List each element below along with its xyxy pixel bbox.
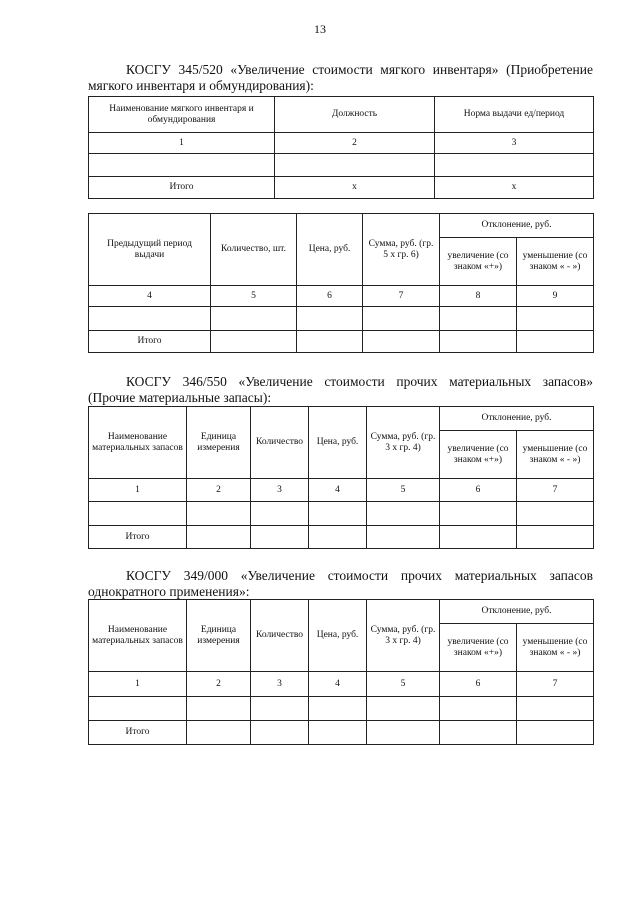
deviation-decrease-header: уменьшение (со знаком « - ») — [517, 238, 594, 286]
column-number: 1 — [89, 479, 187, 502]
deviation-increase-header: увеличение (со знаком «+») — [440, 238, 517, 286]
deviation-header: Отклонение, руб. — [440, 214, 594, 238]
empty-cell — [440, 697, 517, 721]
material-stocks-table — [88, 406, 594, 549]
header-cell: Количество, шт. — [211, 214, 297, 286]
empty-cell — [440, 331, 517, 353]
header-cell: Сумма, руб. (гр. 5 х гр. 6) — [363, 214, 440, 286]
header-cell: Цена, руб. — [309, 600, 367, 672]
empty-cell — [309, 721, 367, 745]
single-use-stocks-table — [88, 599, 594, 745]
empty-cell — [251, 526, 309, 549]
section-1-heading: КОСГУ 345/520 «Увеличение стоимости мягкого инвентаря» (Приобретение мягкого инвентаря и обмундирования): — [88, 62, 593, 93]
header-cell: Единица измерения — [187, 600, 251, 672]
empty-cell — [440, 526, 517, 549]
empty-cell — [275, 154, 435, 177]
empty-cell — [517, 307, 594, 331]
empty-cell — [309, 502, 367, 526]
header-cell: Наименование материальных запасов — [89, 600, 187, 672]
column-number: 1 — [89, 133, 275, 154]
header-cell: Предыдущий период выдачи — [89, 214, 211, 286]
empty-cell — [367, 697, 440, 721]
empty-cell — [309, 697, 367, 721]
deviation-decrease-header: уменьшение (со знаком « - ») — [517, 431, 594, 479]
section-3-heading: КОСГУ 349/000 «Увеличение стоимости прочих материальных запасов однократного применения»: — [88, 568, 593, 599]
empty-cell — [367, 502, 440, 526]
column-number: 4 — [89, 286, 211, 307]
empty-cell — [251, 697, 309, 721]
header-cell: Сумма, руб. (гр. 3 х гр. 4) — [367, 600, 440, 672]
column-number: 6 — [440, 479, 517, 502]
empty-cell — [440, 502, 517, 526]
column-number: 9 — [517, 286, 594, 307]
column-number: 5 — [211, 286, 297, 307]
column-number: 3 — [251, 672, 309, 697]
page-number: 13 — [314, 22, 326, 36]
header-cell: Единица измерения — [187, 407, 251, 479]
soft-inventory-table — [88, 96, 594, 199]
section-2-heading: КОСГУ 346/550 «Увеличение стоимости прочих материальных запасов» (Прочие материальные запасы): — [88, 374, 593, 405]
empty-cell — [211, 331, 297, 353]
column-number: 2 — [187, 479, 251, 502]
header-cell: Наименование материальных запасов — [89, 407, 187, 479]
empty-cell — [187, 502, 251, 526]
column-number: 5 — [367, 479, 440, 502]
empty-cell — [517, 697, 594, 721]
empty-cell — [309, 526, 367, 549]
deviation-header: Отклонение, руб. — [440, 407, 594, 431]
column-number: 1 — [89, 672, 187, 697]
empty-cell — [435, 154, 594, 177]
header-cell: Наименование мягкого инвентаря и обмундирования — [89, 97, 275, 133]
deviation-decrease-header: уменьшение (со знаком « - ») — [517, 624, 594, 672]
column-number: 8 — [440, 286, 517, 307]
deviation-increase-header: увеличение (со знаком «+») — [440, 431, 517, 479]
column-number: 2 — [187, 672, 251, 697]
total-cell: x — [275, 177, 435, 199]
empty-cell — [211, 307, 297, 331]
empty-cell — [440, 721, 517, 745]
header-cell: Норма выдачи ед/период — [435, 97, 594, 133]
column-number: 5 — [367, 672, 440, 697]
deviation-increase-header: увеличение (со знаком «+») — [440, 624, 517, 672]
empty-cell — [187, 721, 251, 745]
empty-cell — [363, 331, 440, 353]
empty-cell — [187, 697, 251, 721]
total-label: Итого — [89, 721, 187, 745]
empty-cell — [363, 307, 440, 331]
header-cell: Цена, руб. — [309, 407, 367, 479]
empty-cell — [89, 697, 187, 721]
header-cell: Цена, руб. — [297, 214, 363, 286]
column-number: 7 — [363, 286, 440, 307]
header-cell: Количество — [251, 600, 309, 672]
column-number: 3 — [435, 133, 594, 154]
empty-cell — [517, 502, 594, 526]
column-number: 4 — [309, 479, 367, 502]
column-number: 7 — [517, 479, 594, 502]
empty-cell — [187, 526, 251, 549]
empty-cell — [251, 502, 309, 526]
empty-cell — [89, 154, 275, 177]
empty-cell — [367, 526, 440, 549]
total-label: Итого — [89, 331, 211, 353]
deviation-header: Отклонение, руб. — [440, 600, 594, 624]
column-number: 7 — [517, 672, 594, 697]
column-number: 6 — [297, 286, 363, 307]
empty-cell — [367, 721, 440, 745]
empty-cell — [89, 502, 187, 526]
column-number: 4 — [309, 672, 367, 697]
empty-cell — [251, 721, 309, 745]
column-number: 3 — [251, 479, 309, 502]
empty-cell — [517, 331, 594, 353]
column-number: 2 — [275, 133, 435, 154]
empty-cell — [440, 307, 517, 331]
soft-inventory-issue-table — [88, 213, 594, 353]
header-cell: Сумма, руб. (гр. 3 х гр. 4) — [367, 407, 440, 479]
empty-cell — [517, 721, 594, 745]
empty-cell — [297, 307, 363, 331]
empty-cell — [297, 331, 363, 353]
total-cell: x — [435, 177, 594, 199]
empty-cell — [89, 307, 211, 331]
total-label: Итого — [89, 526, 187, 549]
column-number: 6 — [440, 672, 517, 697]
header-cell: Количество — [251, 407, 309, 479]
total-label: Итого — [89, 177, 275, 199]
empty-cell — [517, 526, 594, 549]
header-cell: Должность — [275, 97, 435, 133]
